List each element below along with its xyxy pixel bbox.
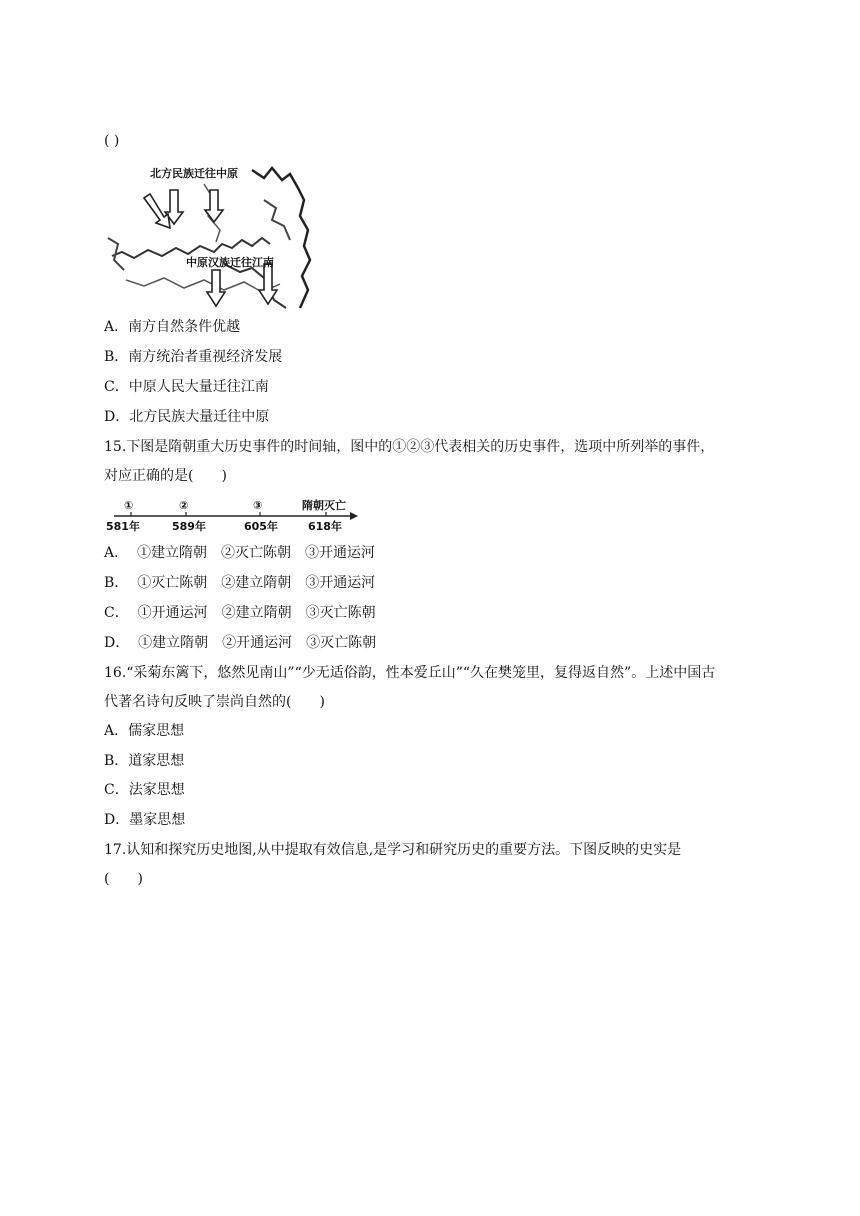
q16-stem-line2: 代著名诗句反映了崇尚自然的( ) — [104, 694, 325, 710]
arrow-right-icon — [350, 512, 358, 520]
q17-stem-line2: ( ) — [104, 871, 143, 887]
q14-option-a[interactable]: A．南方自然条件优越 — [104, 319, 241, 335]
q14-option-b[interactable]: B．南方统治者重视经济发展 — [104, 349, 283, 365]
timeline-marker-2: ② — [179, 499, 189, 512]
timeline-year-605: 605年 — [244, 520, 278, 533]
q16-option-a[interactable]: A．儒家思想 — [104, 723, 185, 739]
q16-option-b[interactable]: B．道家思想 — [104, 753, 185, 769]
q15-stem-line2: 对应正确的是( ) — [104, 468, 227, 484]
q15-option-c[interactable]: C． ①开通运河 ②建立隋朝 ③灭亡陈朝 — [104, 605, 376, 621]
q15-stem-line1: 15.下图是隋朝重大历史事件的时间轴，图中的①②③代表相关的历史事件，选项中所列举的事件， — [104, 439, 715, 455]
timeline-year-581: 581年 — [106, 520, 140, 533]
arrow-down-icon — [205, 190, 223, 222]
q17-stem-line1: 17.认知和探究历史地图,从中提取有效信息,是学习和研究历史的重要方法。下图反映的史实是 — [104, 842, 682, 858]
q14-answer-bracket: ( ) — [104, 133, 120, 149]
q14-option-d[interactable]: D．北方民族大量迁往中原 — [104, 409, 270, 425]
q15-option-b[interactable]: B． ①灭亡陈朝 ②建立隋朝 ③开通运河 — [104, 575, 376, 591]
q15-option-a[interactable]: A． ①建立隋朝 ②灭亡陈朝 ③开通运河 — [104, 545, 376, 561]
q14-option-c[interactable]: C．中原人民大量迁往江南 — [104, 379, 269, 395]
arrow-diagonal-icon — [144, 194, 170, 228]
timeline-marker-3: ③ — [253, 499, 263, 512]
q15-option-d[interactable]: D． ①建立隋朝 ②开通运河 ③灭亡陈朝 — [104, 635, 377, 651]
q14-migration-map — [104, 160, 314, 312]
map-label-south: 中原汉族迁往江南 — [186, 256, 274, 269]
timeline-marker-end: 隋朝灭亡 — [302, 499, 346, 512]
q15-timeline — [104, 496, 359, 534]
timeline-marker-1: ① — [124, 499, 134, 512]
map-label-north: 北方民族迁往中原 — [150, 167, 238, 180]
arrow-down-icon — [207, 270, 225, 306]
q16-stem-line1: 16.“采菊东篱下，悠然见南山”“少无适俗韵，性本爱丘山”“久在樊笼里，复得返自然”。上述中国古 — [104, 665, 716, 681]
timeline-year-618: 618年 — [308, 520, 342, 533]
q16-option-c[interactable]: C．法家思想 — [104, 782, 185, 798]
arrow-down-icon — [259, 264, 277, 304]
timeline-year-589: 589年 — [172, 520, 206, 533]
q16-option-d[interactable]: D．墨家思想 — [104, 812, 186, 828]
